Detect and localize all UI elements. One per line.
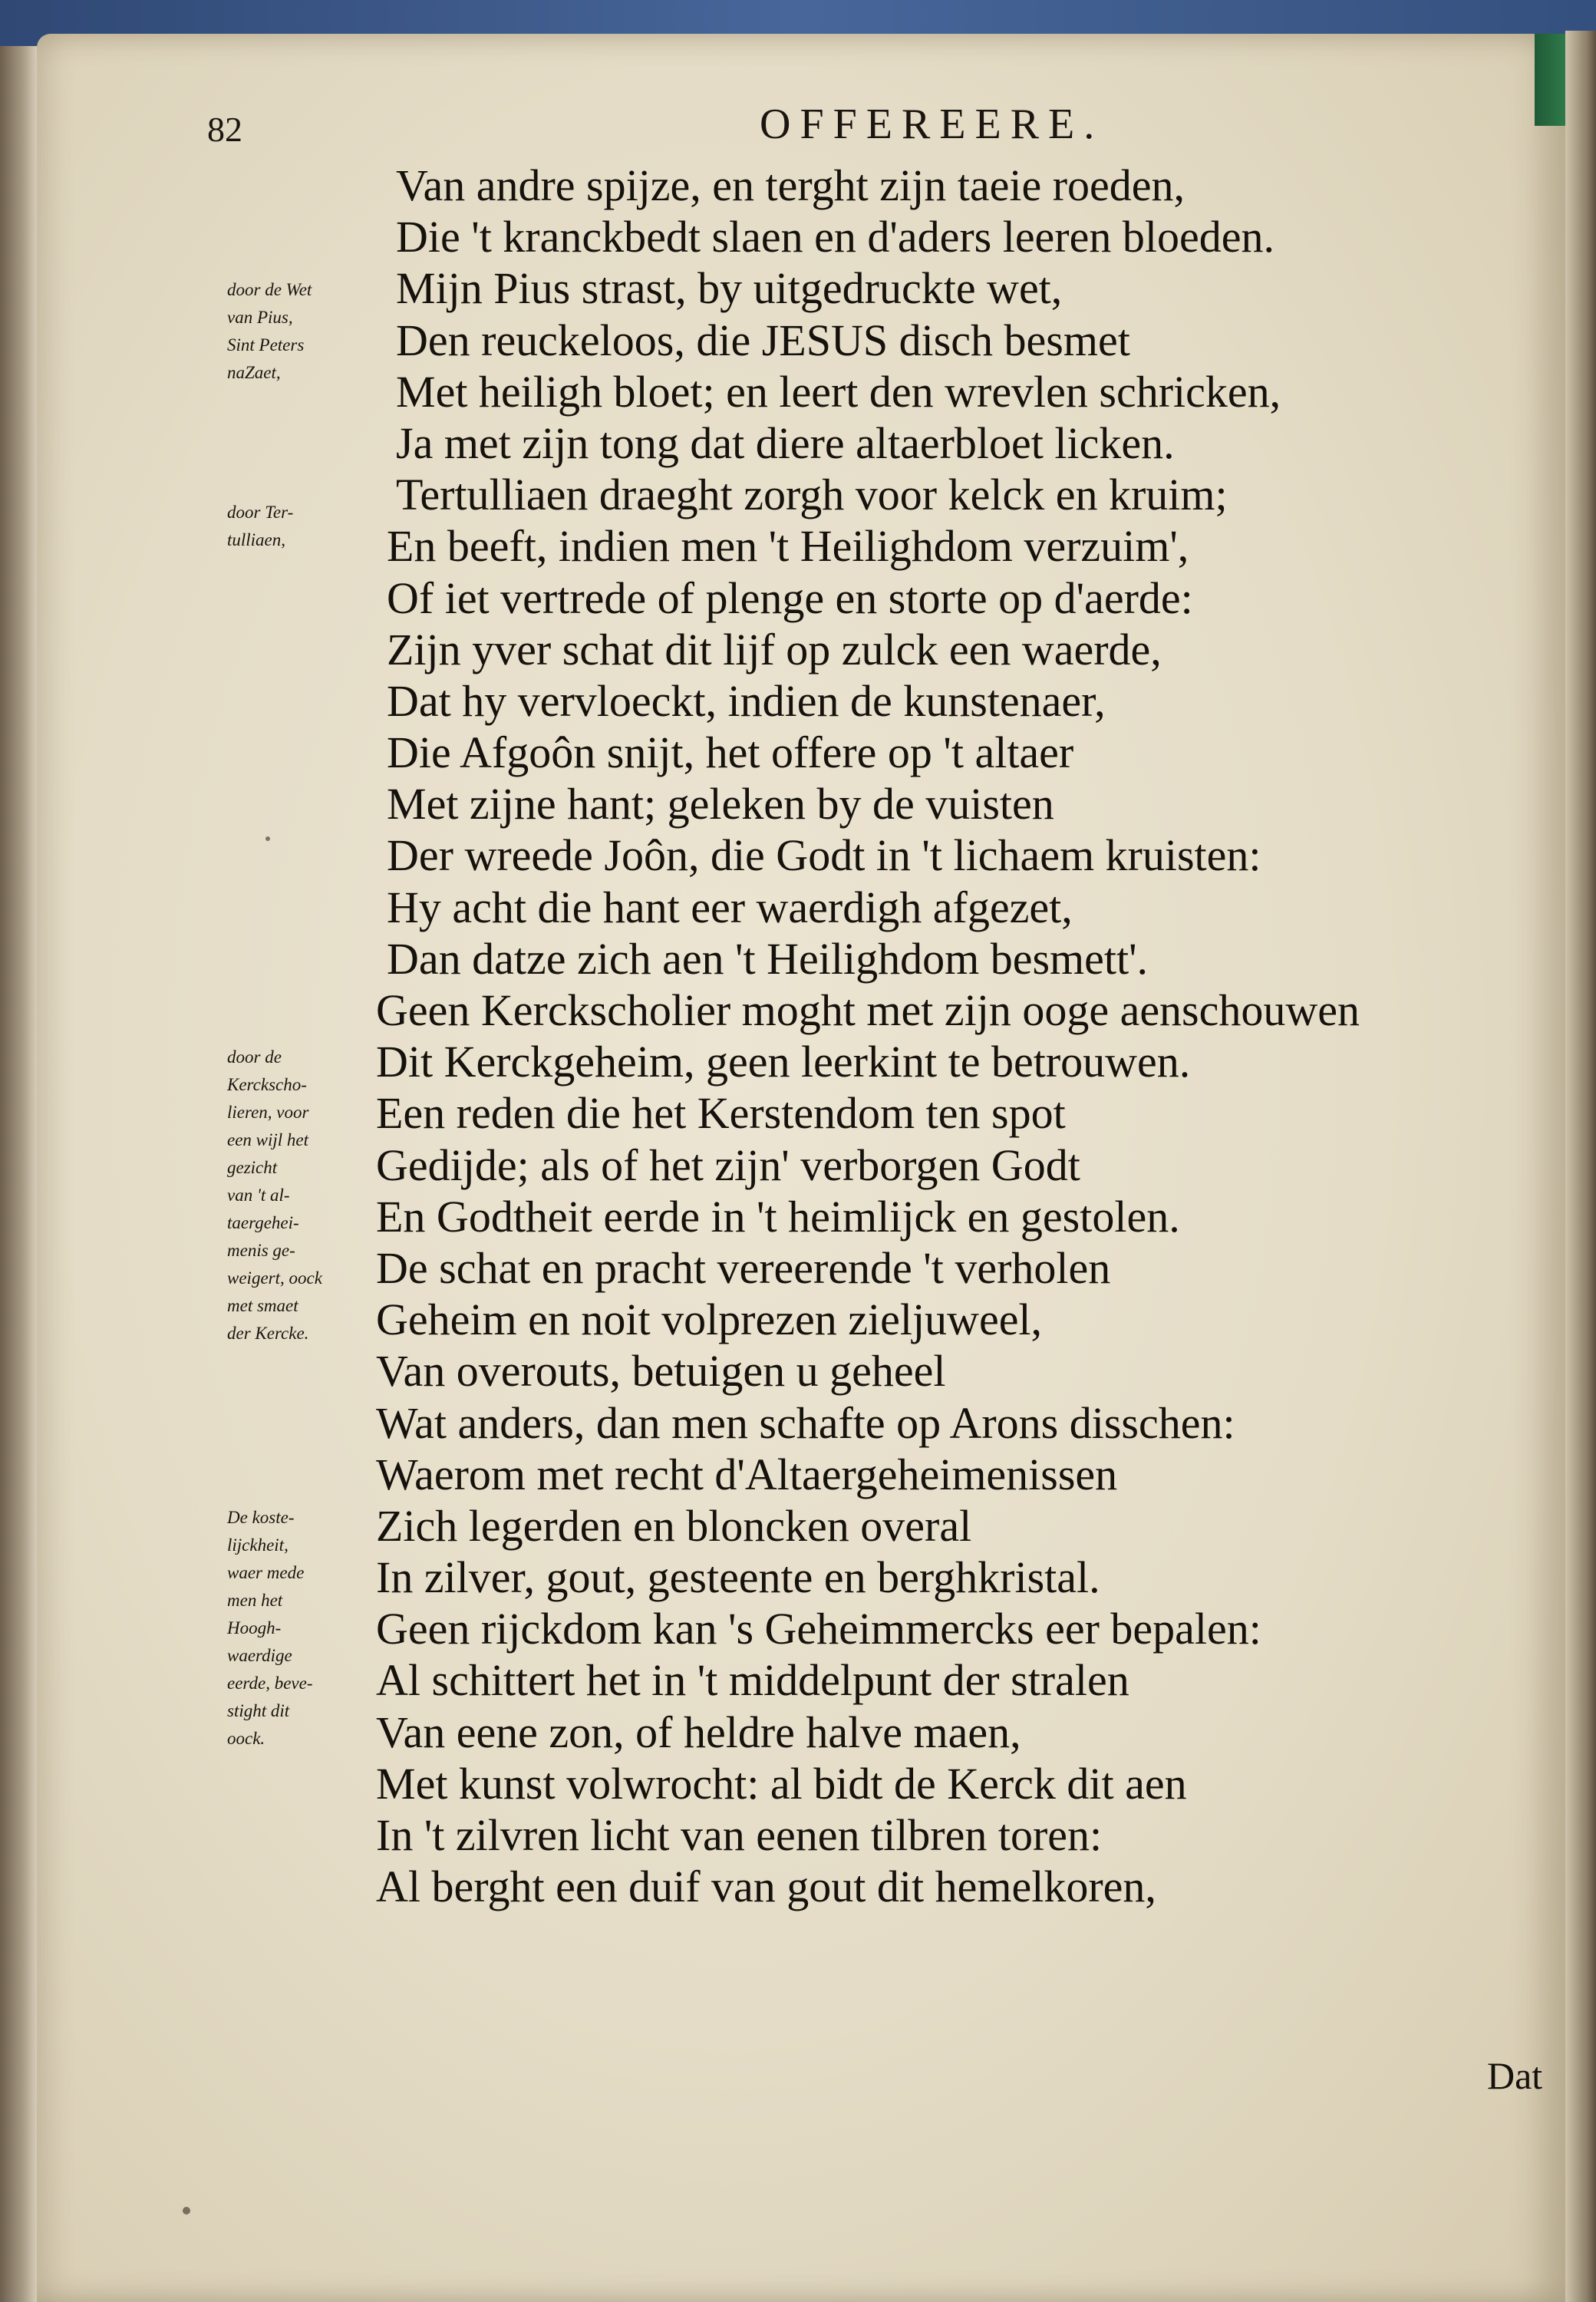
note-line: lijckheit,	[227, 1535, 289, 1555]
verse-line: Geheim en noit volprezen zieljuweel,	[376, 1294, 1043, 1345]
note-line: gezicht	[227, 1158, 278, 1177]
verse-line: Van overouts, betuigen u geheel	[376, 1346, 946, 1397]
verse-line: Met heiligh bloet; en leert den wrevlen schricken,	[396, 366, 1281, 417]
margin-note-tertullian	[227, 499, 388, 554]
catchword: Dat	[1487, 2054, 1543, 2097]
verse-line: Gedijde; als of het zijn' verborgen Godt	[376, 1139, 1080, 1190]
verse-line: In zilver, gout, gesteente en berghkristal.	[376, 1552, 1100, 1603]
book-page-edges	[1565, 31, 1596, 2302]
verse-line: Tertulliaen draeght zorgh voor kelck en kruim;	[396, 470, 1228, 520]
note-line: door de Wet	[227, 280, 312, 299]
verse-line: Van andre spijze, en terght zijn taeie roeden,	[396, 160, 1185, 210]
verse-line: Zich legerden en bloncken overal	[376, 1500, 972, 1551]
verse-line: De schat en pracht vereerende 't verholen	[376, 1242, 1111, 1293]
verse-line: Zijn yver schat dit lijf op zulck een waerde,	[387, 624, 1162, 674]
verse-line: Van eene zon, of heldre halve maen,	[376, 1707, 1021, 1757]
verse-line: Hy acht die hant eer waerdigh afgezet,	[387, 882, 1073, 932]
verse-line: Waerom met recht d'Altaergeheimenissen	[376, 1449, 1118, 1499]
note-line: naZaet,	[227, 363, 281, 382]
note-line: waerdige	[227, 1646, 292, 1665]
verse-line: Mijn Pius strast, by uitgedruckte wet,	[396, 263, 1063, 314]
verse-line: Dit Kerckgeheim, geen leerkint te betrouwen.	[376, 1037, 1191, 1087]
ink-speck	[265, 836, 270, 841]
verse-line: Al schittert het in 't middelpunt der stralen	[376, 1655, 1129, 1706]
ink-speck	[183, 2207, 190, 2215]
note-line: lieren, voor	[227, 1103, 309, 1122]
verse-line: Ja met zijn tong dat diere altaerbloet licken.	[396, 417, 1175, 468]
note-line: een wijl het	[227, 1130, 309, 1149]
note-line: menis ge-	[227, 1241, 295, 1260]
note-line: Sint Peters	[227, 335, 305, 355]
verse-line: Al berght een duif van gout dit hemelkoren,	[376, 1862, 1156, 1912]
verse-line: Die 't kranckbedt slaen en d'aders leeren bloeden.	[396, 212, 1274, 262]
note-line: met smaet	[227, 1296, 298, 1315]
margin-note-pius	[227, 276, 388, 387]
note-line: tulliaen,	[227, 530, 286, 549]
note-line: van Pius,	[227, 308, 293, 327]
verse-line: Met kunst volwrocht: al bidt de Kerck dit aen	[376, 1758, 1187, 1809]
note-line: waer mede	[227, 1563, 305, 1582]
note-line: van 't al-	[227, 1186, 290, 1205]
note-line: taergehei-	[227, 1213, 299, 1232]
verse-line: Der wreede Joôn, die Godt in 't lichaem kruisten:	[387, 830, 1261, 881]
margin-note-costliness	[227, 1504, 388, 1753]
verse-line: In 't zilvren licht van eenen tilbren toren:	[376, 1810, 1103, 1860]
book-spine-edge	[0, 46, 37, 2302]
note-line: Hoogh-	[227, 1618, 282, 1637]
verse-line: Geen Kerckscholier moght met zijn ooge aenschouwen	[376, 985, 1360, 1035]
note-line: stight dit	[227, 1701, 290, 1720]
running-head: OFFEREERE.	[760, 101, 1104, 148]
page-number: 82	[207, 110, 242, 149]
verse-text	[376, 160, 1550, 1912]
verse-line: Den reuckeloos, die JESUS disch besmet	[396, 315, 1130, 365]
note-line: door de	[227, 1047, 282, 1067]
note-line: der Kercke.	[227, 1324, 309, 1343]
note-line: oock.	[227, 1729, 265, 1748]
verse-line: Die Afgoôn snijt, het offere op 't altaer	[387, 727, 1074, 778]
bookmark-ribbon	[1535, 34, 1565, 126]
verse-line: Of iet vertrede of plenge en storte op d'aerde:	[387, 572, 1193, 623]
margin-note-scholars	[227, 1044, 388, 1347]
note-line: weigert, oock	[227, 1268, 322, 1288]
verse-line: En beeft, indien men 't Heilighdom verzuim',	[387, 521, 1189, 572]
verse-line: En Godtheit eerde in 't heimlijck en gestolen.	[376, 1191, 1180, 1242]
note-line: De koste-	[227, 1508, 295, 1527]
note-line: Kerckscho-	[227, 1075, 307, 1094]
verse-line: Dat hy vervloeckt, indien de kunstenaer,	[387, 675, 1106, 726]
note-line: eerde, beve-	[227, 1674, 313, 1693]
note-line: door Ter-	[227, 503, 294, 522]
verse-line: Een reden die het Kerstendom ten spot	[376, 1088, 1066, 1139]
verse-line: Dan datze zich aen 't Heilighdom besmett'.	[387, 933, 1149, 984]
verse-line: Met zijne hant; geleken by de vuisten	[387, 779, 1054, 829]
note-line: men het	[227, 1591, 283, 1610]
verse-line: Wat anders, dan men schafte op Arons disschen:	[376, 1397, 1235, 1448]
verse-line: Geen rijckdom kan 's Geheimmercks eer bepalen:	[376, 1604, 1261, 1654]
